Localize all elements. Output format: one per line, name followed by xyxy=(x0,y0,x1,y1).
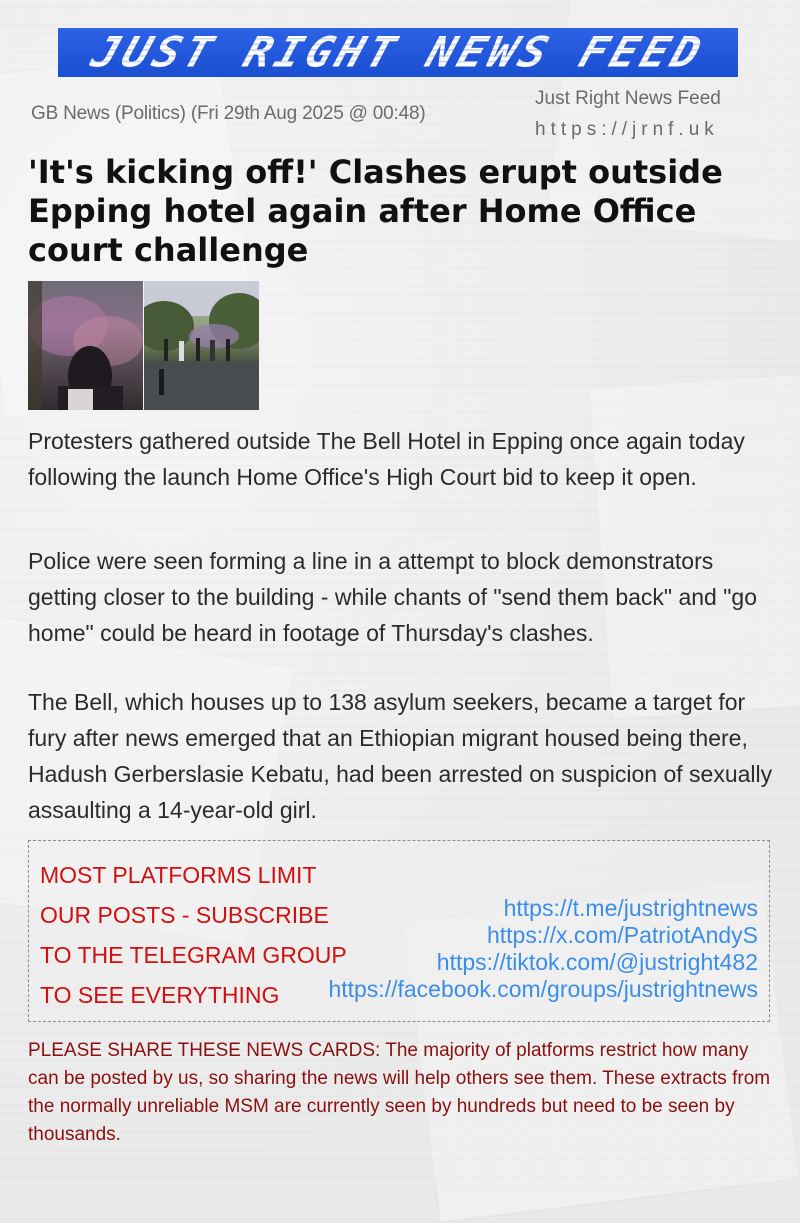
x-link[interactable]: https://x.com/PatriotAndyS xyxy=(486,922,758,948)
article-paragraph: Police were seen forming a line in a attempt to block demonstrators getting closer to the building - while chants of "send them back" and "go home" could be heard in footage of Thursday's clashes. xyxy=(28,548,757,646)
article-paragraph: Protesters gathered outside The Bell Hotel in Epping once again today following the launch Home Office's High Court bid to keep it open. xyxy=(28,428,745,490)
promo-line: TO SEE EVERYTHING xyxy=(40,982,280,1008)
promo-line: OUR POSTS - SUBSCRIBE xyxy=(40,902,329,928)
brand-name: Just Right News Feed xyxy=(535,88,721,109)
promo-line: TO THE TELEGRAM GROUP xyxy=(40,942,347,968)
promo-message xyxy=(40,855,347,1015)
tiktok-link[interactable]: https://tiktok.com/@justright482 xyxy=(436,949,758,975)
source-line: GB News (Politics) (Fri 29th Aug 2025 @ 00:48) xyxy=(31,103,426,124)
promo-line: MOST PLATFORMS LIMIT xyxy=(40,862,317,888)
telegram-link[interactable]: https://t.me/justrightnews xyxy=(503,895,758,921)
logo-text: JUST RIGHT NEWS FEED xyxy=(85,28,711,77)
subscribe-promo-box xyxy=(28,840,770,1022)
share-notice: PLEASE SHARE THESE NEWS CARDS: The majority of platforms restrict how many can be posted by us, so sharing the news will help others see them. These extracts from the normally unreliable MSM are currently seen by hundreds but need to be seen by thousands. xyxy=(28,1040,771,1145)
protest-photo-smoke xyxy=(28,281,143,410)
headline xyxy=(28,153,778,270)
site-logo xyxy=(58,28,738,77)
facebook-link[interactable]: https://facebook.com/groups/justrightnews xyxy=(328,976,758,1002)
brand-url[interactable]: https://jrnf.uk xyxy=(535,119,719,140)
headline-line: 'It's kicking off!' Clashes erupt outside xyxy=(28,153,723,191)
article-paragraph: The Bell, which houses up to 138 asylum seekers, became a target for fury after news emerged that an Ethiopian migrant housed being there, Hadush Gerberslasie Kebatu, had been arrested on suspicion of sexually assaulting a 14-year-old girl. xyxy=(28,689,773,823)
protest-photo-crowd xyxy=(144,281,259,410)
social-links xyxy=(328,895,758,1003)
headline-line: court challenge xyxy=(28,231,309,269)
headline-line: Epping hotel again after Home Office xyxy=(28,192,697,230)
